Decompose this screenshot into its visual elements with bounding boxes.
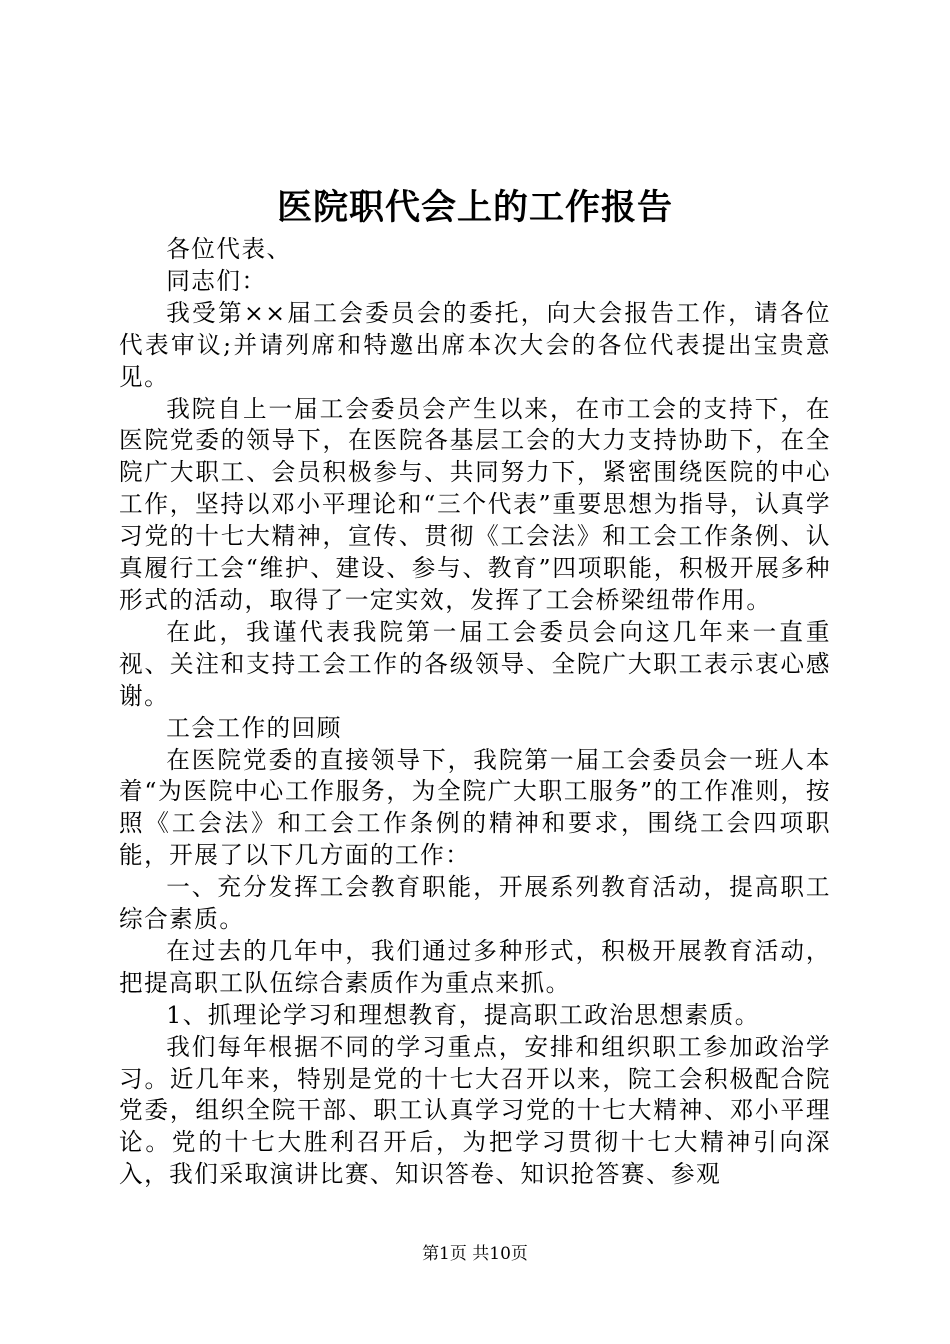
paragraph: 同志们： bbox=[166, 266, 267, 295]
section-heading: 工会工作的回顾 bbox=[166, 713, 342, 742]
document-body bbox=[119, 234, 831, 1191]
section-heading: 一、充分发挥工会教育职能，开展系列教育活动，提高职工综合素质。 bbox=[119, 873, 831, 934]
paragraph: 在医院党委的直接领导下，我院第一届工会委员会一班人本着“为医院中心工作服务，为全院广大职工服务”的工作准则，按照《工会法》和工会工作条例的精神和要求，围绕工会四项职能，开展了以下几方面的工作： bbox=[119, 745, 831, 870]
paragraph: 我受第××届工会委员会的委托，向大会报告工作，请各位代表审议;并请列席和特邀出席本次大会的各位代表提出宝贵意见。 bbox=[119, 298, 831, 391]
document-title: 医院职代会上的工作报告 bbox=[276, 187, 673, 228]
paragraph: 在此，我谨代表我院第一届工会委员会向这几年来一直重视、关注和支持工会工作的各级领导、全院广大职工表示衷心感谢。 bbox=[119, 617, 831, 710]
subsection-heading: 1、抓理论学习和理想教育，提高职工政治思想素质。 bbox=[166, 1000, 760, 1029]
paragraph: 我们每年根据不同的学习重点，安排和组织职工参加政治学习。近几年来，特别是党的十七大召开以来，院工会积极配合院党委，组织全院干部、职工认真学习党的十七大精神、邓小平理论。党的十七大胜利召开后，为把学习贯彻十七大精神引向深入，我们采取演讲比赛、知识答卷、知识抢答赛、参观 bbox=[119, 1032, 831, 1189]
page-footer: 第1页 共10页 bbox=[422, 1244, 528, 1264]
paragraph: 我院自上一届工会委员会产生以来，在市工会的支持下，在医院党委的领导下，在医院各基层工会的大力支持协助下，在全院广大职工、会员积极参与、共同努力下，紧密围绕医院的中心工作，坚持以邓小平理论和“三个代表”重要思想为指导，认真学习党的十七大精神，宣传、贯彻《工会法》和工会工作条例、认真履行工会“维护、建设、参与、教育”四项职能，积极开展多种形式的活动，取得了一定实效，发挥了工会桥梁纽带作用。 bbox=[119, 394, 831, 614]
paragraph: 各位代表、 bbox=[166, 235, 292, 263]
paragraph: 在过去的几年中，我们通过多种形式，积极开展教育活动，把提高职工队伍综合素质作为重点来抓。 bbox=[119, 936, 831, 997]
